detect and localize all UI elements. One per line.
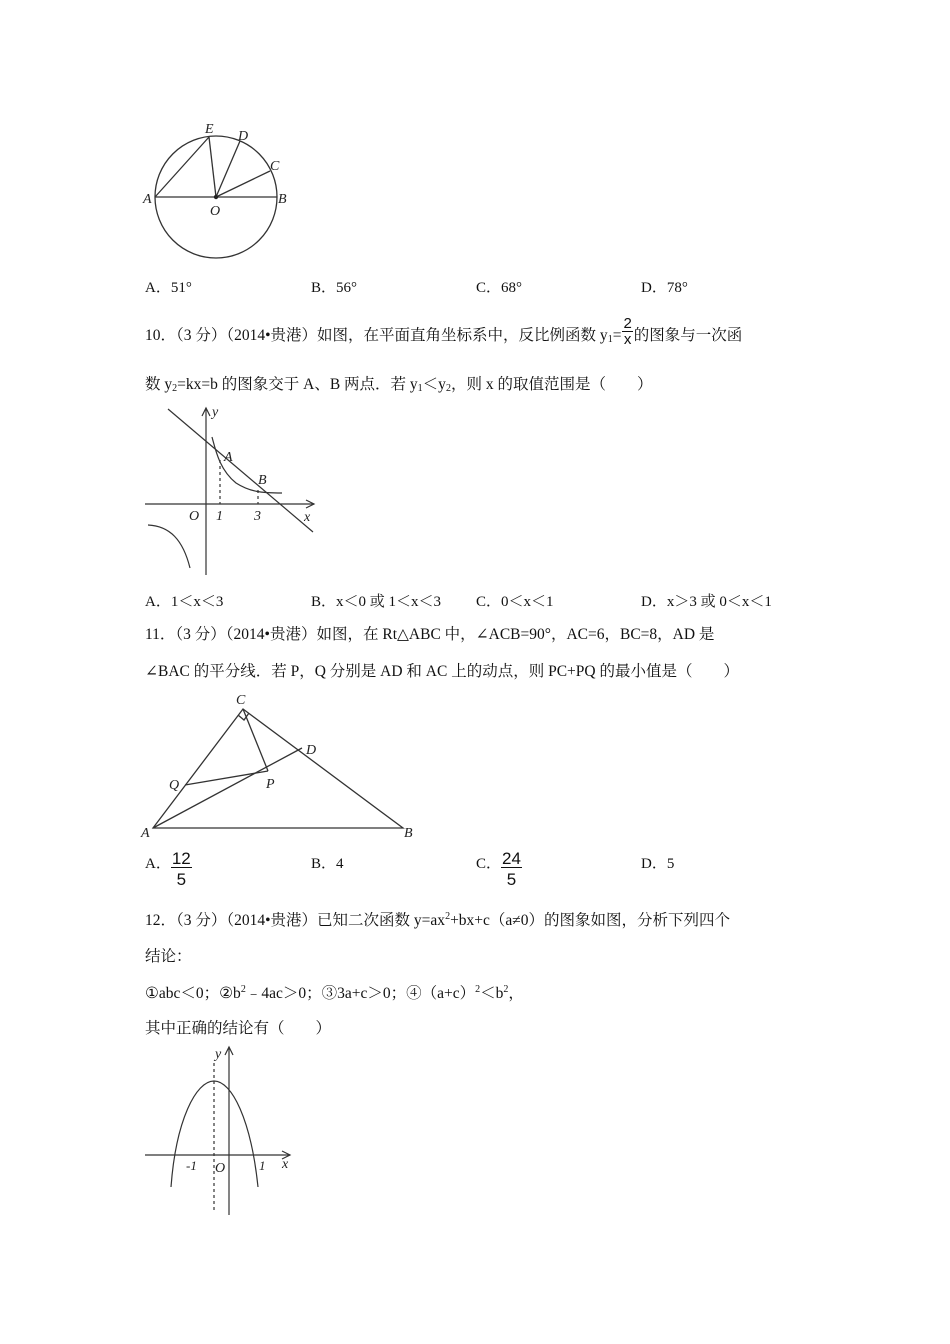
q11-stem-line2: ∠BAC 的平分线．若 P，Q 分别是 AD 和 AC 上的动点，则 PC+PQ 的最小值是（ ） bbox=[145, 663, 739, 680]
q11-option-b[interactable]: B．4 bbox=[311, 856, 344, 872]
q10-fraction: $\frac{2}{x}$ bbox=[623, 314, 632, 348]
q9-option-b[interactable]: B．56° bbox=[311, 280, 358, 296]
label-neg1: -1 bbox=[186, 1158, 197, 1173]
label-b: B bbox=[278, 192, 287, 207]
q10-stem-line1: 10．（3 分）（2014•贵港）如图，在平面直角坐标系中，反比例函数 $y_1=$ $\frac{2}{x}$ 的图象与一次函 bbox=[145, 314, 743, 348]
label-3: 3 bbox=[254, 509, 261, 524]
label-c: C bbox=[270, 159, 280, 174]
label-b: B bbox=[258, 473, 267, 488]
label-a: A bbox=[141, 826, 150, 841]
q10-option-d[interactable]: D．x＞3 或 0＜x＜1 bbox=[641, 594, 772, 610]
q12-stem-line1: 12．（3 分）（2014•贵港）已知二次函数 $y=ax^2+bx+c(a\ne 0)$的图象如图，分析下列四个 bbox=[145, 911, 731, 929]
q10-option-a[interactable]: A．1＜x＜3 bbox=[145, 594, 224, 610]
label-x: x bbox=[282, 1157, 289, 1172]
label-b: B bbox=[404, 826, 413, 841]
q9-option-a[interactable]: A．51° bbox=[145, 280, 192, 296]
q11-option-c[interactable]: C． $\frac{24}{5}$ bbox=[476, 849, 521, 889]
label-q: Q bbox=[169, 778, 180, 793]
label-y: y bbox=[212, 405, 219, 420]
label-y: y bbox=[215, 1047, 222, 1062]
q11-stem-line1: 11．（3 分）（2014•贵港）如图，在 Rt△ABC 中，∠ACB=90°，AC=6，BC=8，AD 是 bbox=[145, 626, 715, 643]
q10-option-c[interactable]: C．0＜x＜1 bbox=[476, 594, 554, 610]
q11-option-d[interactable]: D．5 bbox=[641, 856, 675, 872]
q10-option-b[interactable]: B．x＜0 或 1＜x＜3 bbox=[311, 594, 442, 610]
label-1: 1 bbox=[216, 509, 223, 524]
label-a: A bbox=[224, 450, 233, 465]
q10-stem-line2: 数 $y_2=kx=b$ 的图象交于 A、B 两点．若 $y_1<y_2$，则 x 的取值范围是（ ） bbox=[145, 376, 653, 394]
label-e: E bbox=[205, 122, 214, 137]
label-p: P bbox=[266, 777, 275, 792]
label-a: A bbox=[143, 192, 152, 207]
label-d: D bbox=[238, 129, 249, 144]
label-o: O bbox=[215, 1161, 226, 1176]
label-1: 1 bbox=[259, 1158, 266, 1173]
q9-option-d[interactable]: D．78° bbox=[641, 280, 688, 296]
label-o: O bbox=[189, 509, 200, 524]
q11-option-a[interactable]: A． $\frac{12}{5}$ bbox=[145, 849, 191, 889]
q12-stem-line2: 结论： bbox=[145, 948, 192, 965]
label-o: O bbox=[210, 204, 221, 219]
label-d: D bbox=[306, 743, 317, 758]
label-x: x bbox=[304, 510, 311, 525]
q12-question: 其中正确的结论有（ ） bbox=[145, 1020, 332, 1037]
label-c: C bbox=[236, 693, 246, 708]
q9-option-c[interactable]: C．68° bbox=[476, 280, 523, 296]
q12-statements: ①abc＜0；$②b^2﹣4ac>0$；③3a+c＞0；$④(a+c)^2<b^2$， bbox=[145, 984, 524, 1002]
